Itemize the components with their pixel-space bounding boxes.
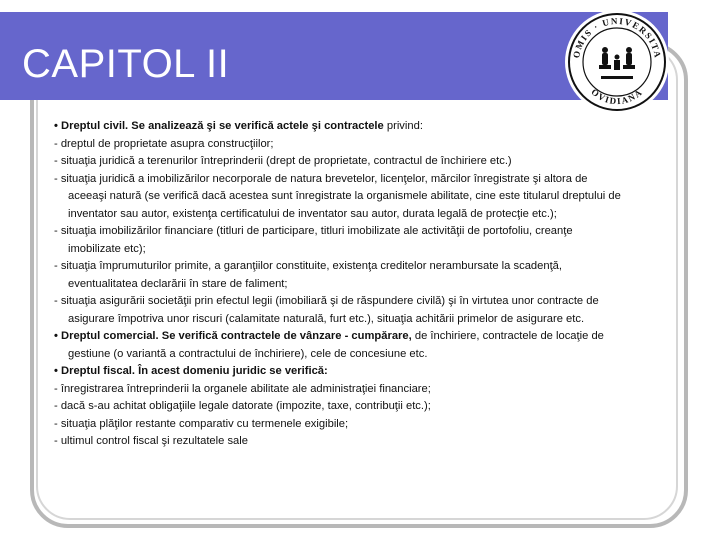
- bullet-heading-text: privind:: [383, 120, 423, 132]
- seal-logo-icon: [565, 10, 669, 114]
- list-item: - dreptul de proprietate asupra construcţiilor;: [54, 137, 274, 150]
- list-item-continuation: gestiune (o variantă a contractului de închiriere), cele de concesiune etc.: [68, 347, 428, 360]
- list-item: - dacă s-au achitat obligaţiile legale datorate (impozite, taxe, contribuţii etc.);: [54, 400, 431, 412]
- bullet-heading: [54, 118, 694, 136]
- seal-text-bottom: OVIDIANA: [589, 86, 645, 107]
- list-item: - situaţia împrumuturilor primite, a garanţiilor constituite, existenţa creditelor nerambursate la scadenţă,: [54, 260, 563, 272]
- list-item: - situaţia juridică a imobilizărilor necorporale de natura brevetelor, licenţelor, mărcilor înregistrate şi altora de: [54, 172, 588, 185]
- slide-title: CAPITOL II: [22, 42, 230, 86]
- bullet-heading-bold: • Dreptul comercial. Se verifică contractele de vânzare - cumpărare,: [54, 330, 412, 342]
- list-item: - situaţia imobilizărilor financiare (titluri de participare, titluri imobilizate ale activităţii de portofoliu, creanţe: [54, 225, 573, 237]
- bullet-heading-bold: • Dreptul civil. Se analizează şi se verifică actele şi contractele: [54, 120, 384, 132]
- list-item: - situaţia juridică a terenurilor întreprinderii (drept de proprietate, contractul de închiriere etc.): [54, 155, 512, 167]
- list-item-continuation: imobilizate etc);: [68, 242, 146, 255]
- slide-body: [54, 118, 694, 451]
- list-item: - situaţia plăţilor restante comparativ cu termenele exigibile;: [54, 417, 349, 430]
- bullet-heading-bold: • Dreptul fiscal. În acest domeniu juridic se verifică:: [54, 365, 328, 377]
- list-item: - situaţia asigurării societăţii prin efectul legii (imobiliară şi de răspundere civilă) şi în virtutea unor contracte de: [54, 295, 599, 307]
- list-item: - înregistrarea întreprinderii la organele abilitate ale administraţiei financiare;: [54, 382, 431, 395]
- seal-text-top: OMIS · UNIVERSITA: [571, 15, 663, 60]
- list-item-continuation: aceeaşi natură (se verifică dacă acestea sunt înregistrate la organismele abilitate, cine este titularul dreptului de: [68, 190, 621, 202]
- seal-logo: [565, 10, 669, 114]
- list-item-continuation: asigurare împotriva unor riscuri (calamitate naturală, furt etc.), situaţia achitării primelor de asigurare etc.: [68, 312, 585, 325]
- list-item-continuation: inventator sau autor, existenţa certificatului de inventator sau autor, durata legală de protecţie etc.);: [68, 207, 557, 220]
- list-item-continuation: eventualitatea declarării în stare de faliment;: [68, 277, 288, 290]
- bullet-heading: [54, 363, 694, 381]
- bullet-heading-text: de închiriere, contractele de locaţie de: [411, 330, 604, 342]
- bullet-heading: [54, 328, 694, 346]
- list-item: - ultimul control fiscal şi rezultatele sale: [54, 435, 248, 447]
